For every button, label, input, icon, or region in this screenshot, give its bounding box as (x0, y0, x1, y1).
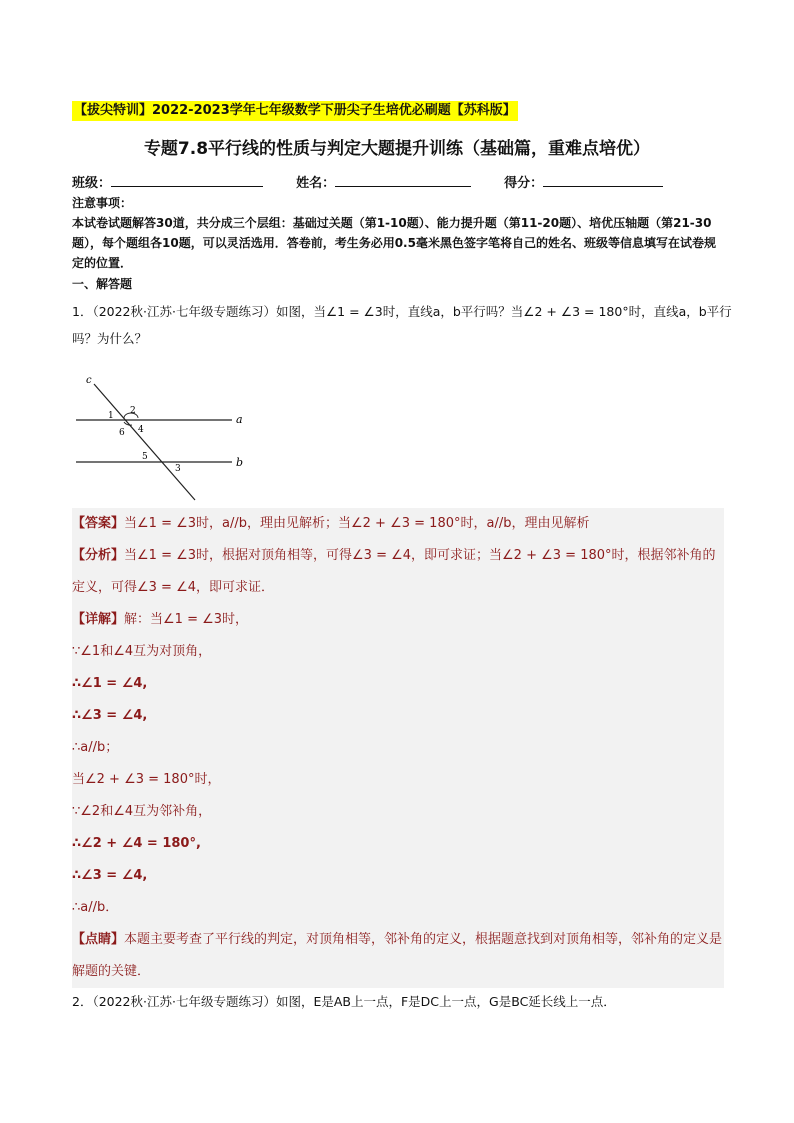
label-b: b (236, 456, 244, 469)
analysis-row (72, 540, 724, 604)
step-line: ∴a//b； (72, 732, 724, 764)
question-2: 2．（2022秋·江苏·七年级专题练习）如图，E是AB上一点，F是DC上一点，G是BC延长线上一点． (72, 994, 616, 1009)
answer-row (72, 508, 724, 540)
page-title: 专题7.8平行线的性质与判定大题提升训练（基础篇，重难点培优） (143, 139, 651, 159)
analysis-text: 当∠1 = ∠3时，根据对顶角相等，可得∠3 = ∠4，即可求证；当∠2 + ∠3 = 180°时，根据邻补角的定义，可得∠3 = ∠4，即可求证． (72, 548, 716, 595)
step-line: 当∠2 + ∠3 = 180°时， (72, 764, 724, 796)
line-c (94, 384, 195, 500)
step-line: ∵∠2和∠4互为邻补角， (72, 796, 724, 828)
notice-heading: 注意事项： (72, 196, 133, 210)
label-a: a (236, 413, 243, 426)
class-blank[interactable] (111, 174, 263, 187)
parallel-lines-figure (72, 372, 272, 502)
question-1: 1．（2022秋·江苏·七年级专题练习）如图，当∠1 = ∠3时，直线a，b平行吗？当∠2 + ∠3 = 180°时，直线a，b平行吗？为什么？ (72, 304, 732, 346)
label-2: 2 (130, 406, 136, 416)
detail-row (72, 604, 724, 636)
label-5: 5 (142, 452, 148, 462)
step-line: ∵∠1和∠4互为对顶角， (72, 636, 724, 668)
notice-body: 本试卷试题解答30道，共分成三个层组：基础过关题（第1-10题）、能力提升题（第11-20题）、培优压轴题（第21-30题），每个题组各10题，可以灵活选用．答卷前，考生务必用0.5毫米黑色签字笔将自己的姓名、班级等信息填写在试卷规定的位置． (72, 216, 716, 270)
step-line: ∴∠3 = ∠4, (72, 860, 724, 892)
class-label: 班级： (72, 176, 112, 191)
student-info-fields (72, 172, 663, 191)
name-blank[interactable] (335, 174, 471, 187)
step-line: ∴a//b． (72, 892, 724, 924)
score-blank[interactable] (543, 174, 663, 187)
analysis-tag: 【分析】 (72, 548, 125, 563)
label-c: c (86, 375, 92, 386)
series-banner: 【拔尖特训】2022-2023学年七年级数学下册尖子生培优必刷题【苏科版】 (72, 101, 518, 121)
label-4: 4 (138, 425, 144, 435)
detail-tag: 【详解】 (72, 612, 125, 627)
section-heading: 一、解答题 (72, 277, 133, 291)
answer-tag: 【答案】 (72, 516, 125, 531)
detail-first-line: 解：当∠1 = ∠3时， (124, 612, 249, 627)
step-line: ∴∠2 + ∠4 = 180°, (72, 828, 724, 860)
label-3: 3 (175, 464, 181, 474)
label-6: 6 (119, 428, 125, 438)
step-line: ∴∠3 = ∠4, (72, 700, 724, 732)
score-label: 得分： (504, 176, 544, 191)
comment-text: 本题主要考查了平行线的判定，对顶角相等，邻补角的定义，根据题意找到对顶角相等，邻补角的定义是解题的关键． (72, 932, 723, 979)
comment-tag: 【点睛】 (72, 932, 125, 947)
step-line: ∴∠1 = ∠4, (72, 668, 724, 700)
answer-text: 当∠1 = ∠3时，a//b，理由见解析；当∠2 + ∠3 = 180°时，a//b，理由见解析 (124, 516, 590, 531)
name-label: 姓名： (296, 176, 336, 191)
label-1: 1 (108, 411, 114, 421)
comment-row (72, 924, 724, 988)
